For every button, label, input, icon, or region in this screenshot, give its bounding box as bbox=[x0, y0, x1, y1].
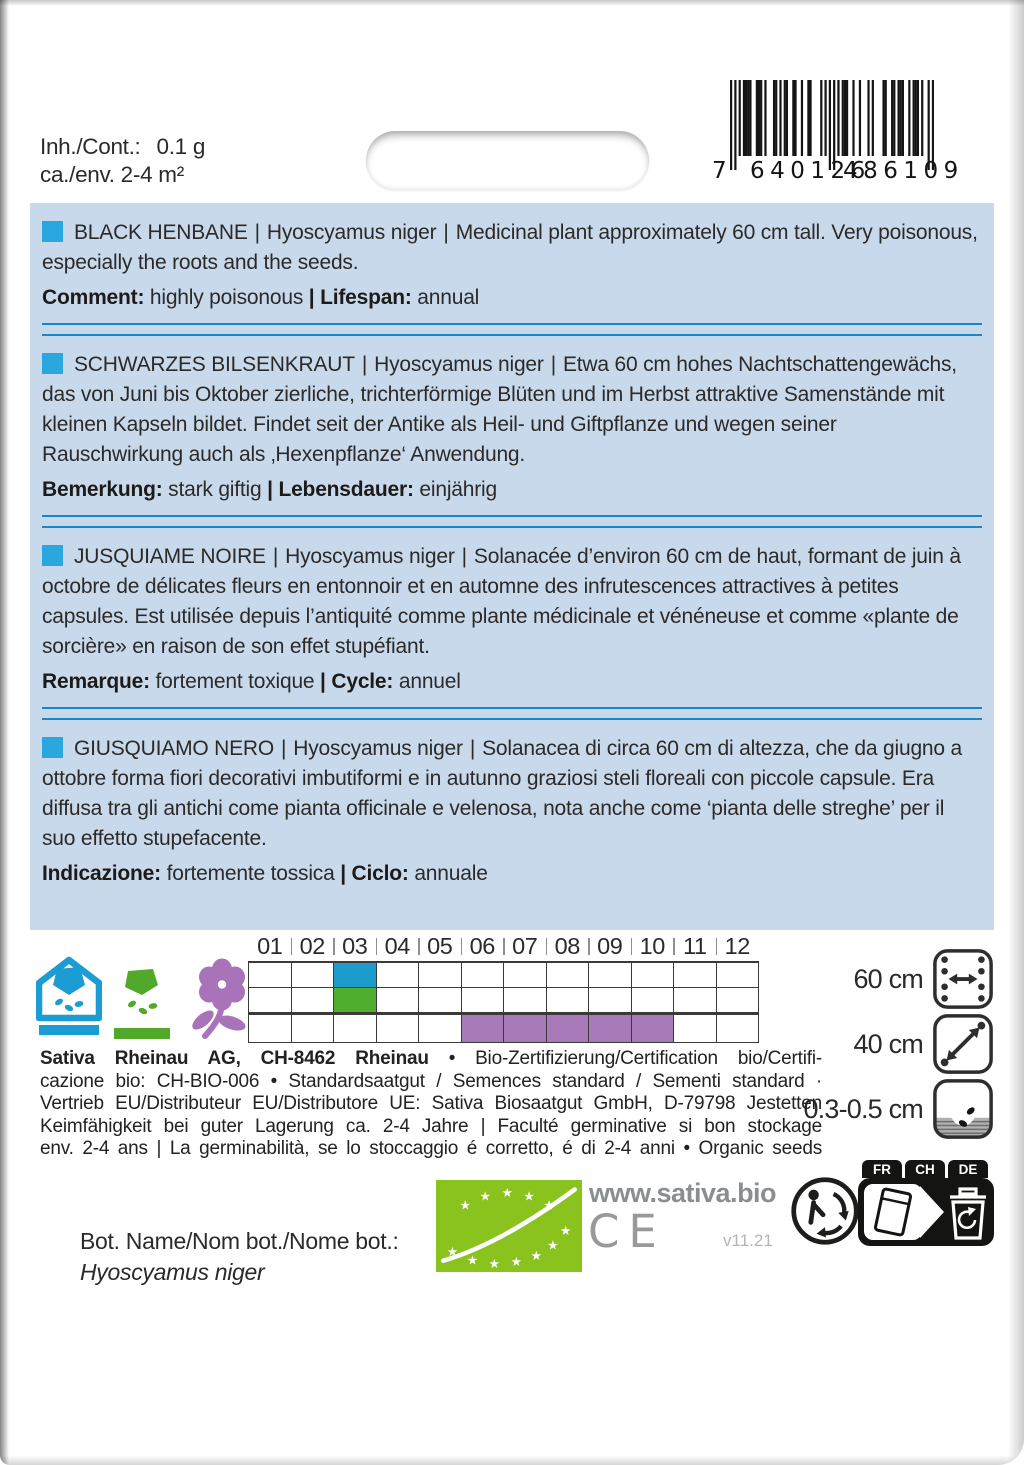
packaging-disposal-label bbox=[858, 1160, 994, 1253]
sowing-depth-label: 0.3-0.5 cm bbox=[803, 1093, 923, 1124]
svg-text:★: ★ bbox=[510, 1254, 523, 1270]
calendar-cell bbox=[546, 962, 589, 988]
calendar-cell bbox=[291, 988, 334, 1014]
calendar-row-flowering bbox=[249, 1014, 759, 1043]
info-line: cazione bio: CH-BIO-006 • Standardsaatgut / Semences standard / Sementi standard · bbox=[40, 1070, 822, 1092]
calendar-cell bbox=[461, 1014, 504, 1043]
section-bullet-icon bbox=[42, 221, 63, 242]
calendar-cell bbox=[504, 962, 547, 988]
calendar-cell bbox=[461, 988, 504, 1014]
calendar-cell bbox=[419, 962, 462, 988]
ce-mark: CE bbox=[588, 1205, 666, 1258]
pipe-separator: | bbox=[340, 862, 346, 885]
country-tabs bbox=[858, 1160, 994, 1178]
note-value: fortement toxique bbox=[155, 670, 315, 693]
calendar-cell bbox=[376, 1014, 419, 1043]
section-english bbox=[42, 218, 982, 313]
section-title: JUSQUIAME NOIRE bbox=[74, 545, 266, 568]
svg-text:★: ★ bbox=[479, 1188, 492, 1204]
pipe-separator: | bbox=[320, 670, 326, 693]
note-value: highly poisonous bbox=[149, 286, 304, 309]
section-bullet-icon bbox=[42, 545, 63, 566]
section-french bbox=[42, 542, 982, 697]
note-value: stark giftig bbox=[168, 478, 262, 501]
calendar-cell bbox=[334, 962, 377, 988]
info-line: env. 2-4 ans | La germinabilità, se lo stoccaggio é corretto, é di 2-4 anni • Organic seeds bbox=[40, 1138, 822, 1160]
calendar-month: 12 bbox=[716, 931, 759, 962]
pipe-separator: | bbox=[281, 737, 287, 760]
content-label: Inh./Cont.: bbox=[40, 134, 141, 159]
cycle-label: Cycle: bbox=[331, 670, 394, 693]
packet-edge-shadow bbox=[1008, 0, 1024, 1465]
calendar-month: 10 bbox=[631, 931, 674, 962]
hang-hole-slot bbox=[366, 131, 649, 190]
calendar-month: 01 bbox=[249, 931, 292, 962]
section-divider bbox=[42, 323, 982, 336]
calendar-cell bbox=[249, 962, 292, 988]
calendar-cell bbox=[291, 962, 334, 988]
country-tab-fr: FR bbox=[862, 1160, 902, 1178]
calendar-cell bbox=[504, 988, 547, 1014]
section-italian bbox=[42, 734, 982, 889]
content-weight-line bbox=[40, 133, 205, 161]
calendar-cell bbox=[674, 962, 717, 988]
note-value: fortemente tossica bbox=[166, 862, 335, 885]
country-tab-de: DE bbox=[948, 1160, 988, 1178]
section-title: GIUSQUIAMO NERO bbox=[74, 737, 275, 760]
svg-text:★: ★ bbox=[488, 1255, 501, 1271]
cycle-value: annuale bbox=[414, 862, 488, 885]
section-description: Medicinal plant approximately 60 cm tall. Very poisonous, especially the roots and the seeds. bbox=[42, 221, 978, 274]
svg-text:★: ★ bbox=[530, 1247, 543, 1263]
section-description-paragraph bbox=[42, 542, 982, 662]
packet-edge-shadow bbox=[0, 0, 9, 1465]
latin-name: Hyoscyamus niger bbox=[374, 353, 544, 376]
plant-spacing-label: 40 cm bbox=[853, 1028, 923, 1059]
calendar-month: 02 bbox=[291, 931, 334, 962]
cycle-label: Lebensdauer: bbox=[278, 478, 414, 501]
triman-icon-svg bbox=[789, 1175, 861, 1247]
calendar-row-sow-direct bbox=[249, 988, 759, 1014]
svg-text:★: ★ bbox=[466, 1252, 479, 1268]
latin-name: Hyoscyamus niger bbox=[266, 221, 437, 244]
calendar-cell bbox=[631, 1014, 674, 1043]
calendar-cell bbox=[589, 1014, 632, 1043]
calendar-header-row bbox=[249, 931, 759, 962]
distributor-info bbox=[40, 1048, 822, 1161]
section-bullet-icon bbox=[42, 353, 63, 374]
plant-spacing-icon bbox=[932, 1013, 994, 1075]
calendar-month: 06 bbox=[461, 931, 504, 962]
pipe-separator: | bbox=[443, 221, 449, 244]
row-spacing-icon bbox=[932, 948, 994, 1010]
coverage-line: ca./env. 2-4 m² bbox=[40, 162, 184, 187]
pipe-separator: | bbox=[308, 286, 315, 309]
sowing-legend-icons bbox=[36, 956, 254, 1042]
svg-text:★: ★ bbox=[559, 1223, 572, 1239]
note-label: Indicazione: bbox=[42, 862, 161, 885]
pipe-separator: | bbox=[469, 737, 476, 760]
section-divider bbox=[42, 515, 982, 528]
calendar-cell bbox=[376, 988, 419, 1014]
flower-icon bbox=[182, 956, 254, 1042]
section-description: Solanacea di circa 60 cm di altezza, che da giugno a ottobre forma fiori decorativi imbutiformi e in autunno graziosi steli floreali con piccole capsule. Era diffusa tra gli antichi come pianta officinale e velenosa, nota anche come ‘pianta delle streghe’ per il suo effetto stupefacente. bbox=[42, 737, 962, 850]
svg-text:★: ★ bbox=[446, 1244, 459, 1260]
section-description-paragraph bbox=[42, 350, 982, 470]
svg-text:★: ★ bbox=[543, 1197, 555, 1213]
calendar-cell bbox=[546, 1014, 589, 1043]
pipe-separator: | bbox=[461, 545, 467, 568]
calendar-month: 05 bbox=[419, 931, 462, 962]
cycle-label: Lifespan: bbox=[320, 286, 412, 309]
calendar-cell bbox=[546, 988, 589, 1014]
svg-text:★: ★ bbox=[523, 1188, 535, 1204]
calendar-cell bbox=[674, 1014, 717, 1043]
calendar-cell bbox=[461, 962, 504, 988]
calendar-cell bbox=[376, 962, 419, 988]
section-description-paragraph bbox=[42, 218, 982, 278]
note-label: Comment: bbox=[42, 286, 145, 309]
calendar-month: 09 bbox=[589, 931, 632, 962]
pipe-separator: | bbox=[550, 353, 556, 376]
sowing-depth bbox=[798, 1078, 994, 1140]
barcode bbox=[712, 80, 964, 192]
section-german bbox=[42, 350, 982, 505]
content-info bbox=[40, 133, 205, 189]
section-title: SCHWARZES BILSENKRAUT bbox=[74, 353, 355, 376]
calendar-cell bbox=[589, 962, 632, 988]
row-spacing bbox=[798, 948, 994, 1010]
note-label: Bemerkung: bbox=[42, 478, 163, 501]
section-divider bbox=[42, 707, 982, 720]
calendar-cell bbox=[504, 1014, 547, 1043]
calendar-month: 04 bbox=[376, 931, 419, 962]
note-label: Remarque: bbox=[42, 670, 150, 693]
packet-edge-shadow bbox=[0, 0, 1024, 6]
svg-text:★: ★ bbox=[501, 1184, 513, 1200]
calendar-cell bbox=[631, 988, 674, 1014]
sowing-calendar bbox=[248, 931, 759, 1043]
calendar-cell bbox=[249, 1014, 292, 1043]
sowing-calendar-table bbox=[248, 931, 759, 1043]
section-bullet-icon bbox=[42, 737, 63, 758]
cycle-value: einjährig bbox=[419, 478, 497, 501]
botanical-name-block bbox=[80, 1226, 399, 1288]
country-tab-ch: CH bbox=[905, 1160, 945, 1178]
info-line: Vertrieb EU/Distributeur EU/Distributore UE: Sativa Biosaatgut GmbH, D-79798 Jestetten bbox=[40, 1093, 822, 1115]
section-remark bbox=[42, 283, 982, 313]
calendar-cell bbox=[419, 988, 462, 1014]
calendar-month: 03 bbox=[334, 931, 377, 962]
calendar-month: 11 bbox=[674, 931, 717, 962]
direct-sowing-icon bbox=[113, 966, 171, 1042]
cycle-value: annual bbox=[417, 286, 480, 309]
barcode-digits-right: 486109 bbox=[843, 158, 964, 184]
plant-spacing bbox=[798, 1013, 994, 1075]
calendar-cell bbox=[249, 988, 292, 1014]
botanical-name-value: Hyoscyamus niger bbox=[80, 1259, 265, 1285]
pipe-separator: | bbox=[267, 478, 273, 501]
row-spacing-label: 60 cm bbox=[853, 963, 923, 994]
website-url: www.sativa.bio bbox=[589, 1178, 777, 1208]
pipe-separator: | bbox=[361, 353, 368, 376]
calendar-body bbox=[249, 962, 759, 1043]
packet-edge-shadow bbox=[0, 1455, 1024, 1465]
section-description: Solanacée d’environ 60 cm de haut, formant de juin à octobre de délicates fleurs en entonnoir et en automne des infrutescences attractives à petites capsules. Est utilisée depuis l’antiquité comme plante médicinale et vénéneuse et comme «plante de sorcière» en raison de son effet stupéfiant. bbox=[42, 545, 961, 658]
triman-recycling-icon bbox=[789, 1175, 861, 1252]
section-remark bbox=[42, 859, 982, 889]
latin-name: Hyoscyamus niger bbox=[285, 545, 455, 568]
section-description-paragraph bbox=[42, 734, 982, 854]
calendar-row-sow-protected bbox=[249, 962, 759, 988]
calendar-cell bbox=[674, 988, 717, 1014]
greenhouse-sowing-icon bbox=[36, 956, 102, 1042]
info-line: Keimfähigkeit bei guter Lagerung ca. 2-4 Jahre | Faculté germinative si bon stockage bbox=[40, 1115, 822, 1137]
pipe-separator: | bbox=[254, 221, 260, 244]
sowing-depth-icon bbox=[932, 1078, 994, 1140]
calendar-cell bbox=[419, 1014, 462, 1043]
calendar-month: 08 bbox=[546, 931, 589, 962]
calendar-cell bbox=[716, 1014, 759, 1043]
cycle-label: Ciclo: bbox=[351, 862, 409, 885]
version-number: v11.21 bbox=[723, 1231, 773, 1250]
calendar-cell bbox=[291, 1014, 334, 1043]
content-value: 0.1 g bbox=[156, 134, 206, 159]
botanical-name-label: Bot. Name/Nom bot./Nome bot.: bbox=[80, 1228, 399, 1254]
svg-text:★: ★ bbox=[459, 1197, 471, 1213]
calendar-cell bbox=[589, 988, 632, 1014]
pipe-separator: | bbox=[272, 545, 279, 568]
calendar-cell bbox=[334, 988, 377, 1014]
calendar-month: 07 bbox=[504, 931, 547, 962]
latin-name: Hyoscyamus niger bbox=[293, 737, 463, 760]
description-panel bbox=[30, 203, 994, 930]
barcode-digit: 7 bbox=[712, 158, 728, 184]
section-remark bbox=[42, 667, 982, 697]
calendar-cell bbox=[631, 962, 674, 988]
svg-text:★: ★ bbox=[547, 1237, 559, 1253]
eu-organic-logo bbox=[436, 1180, 582, 1272]
section-title: BLACK HENBANE bbox=[74, 221, 248, 244]
barcode-digits-left: 640126 bbox=[750, 158, 871, 184]
calendar-cell bbox=[716, 988, 759, 1014]
section-description: Etwa 60 cm hohes Nachtschattengewächs, das von Juni bis Oktober zierliche, trichterförmige Blüten und im Herbst attraktive Samenstände mit kleinen Kapseln bildet. Findet seit der Antike als Heil- und Giftpflanze und wegen seiner Rauschwirkung auch als ‚Hexenpflanze‘ Anwendung. bbox=[42, 353, 957, 466]
cycle-value: annuel bbox=[398, 670, 461, 693]
info-line: Sativa Rheinau AG, CH-8462 Rheinau • Bio-Zertifizierung/Certification bio/Certifi- bbox=[40, 1048, 822, 1069]
eu-organic-leaf-icon bbox=[436, 1180, 582, 1272]
packaging-bin-icon bbox=[858, 1178, 994, 1248]
calendar-cell bbox=[716, 962, 759, 988]
section-remark bbox=[42, 475, 982, 505]
calendar-cell bbox=[334, 1014, 377, 1043]
measurements-column bbox=[798, 948, 994, 1143]
